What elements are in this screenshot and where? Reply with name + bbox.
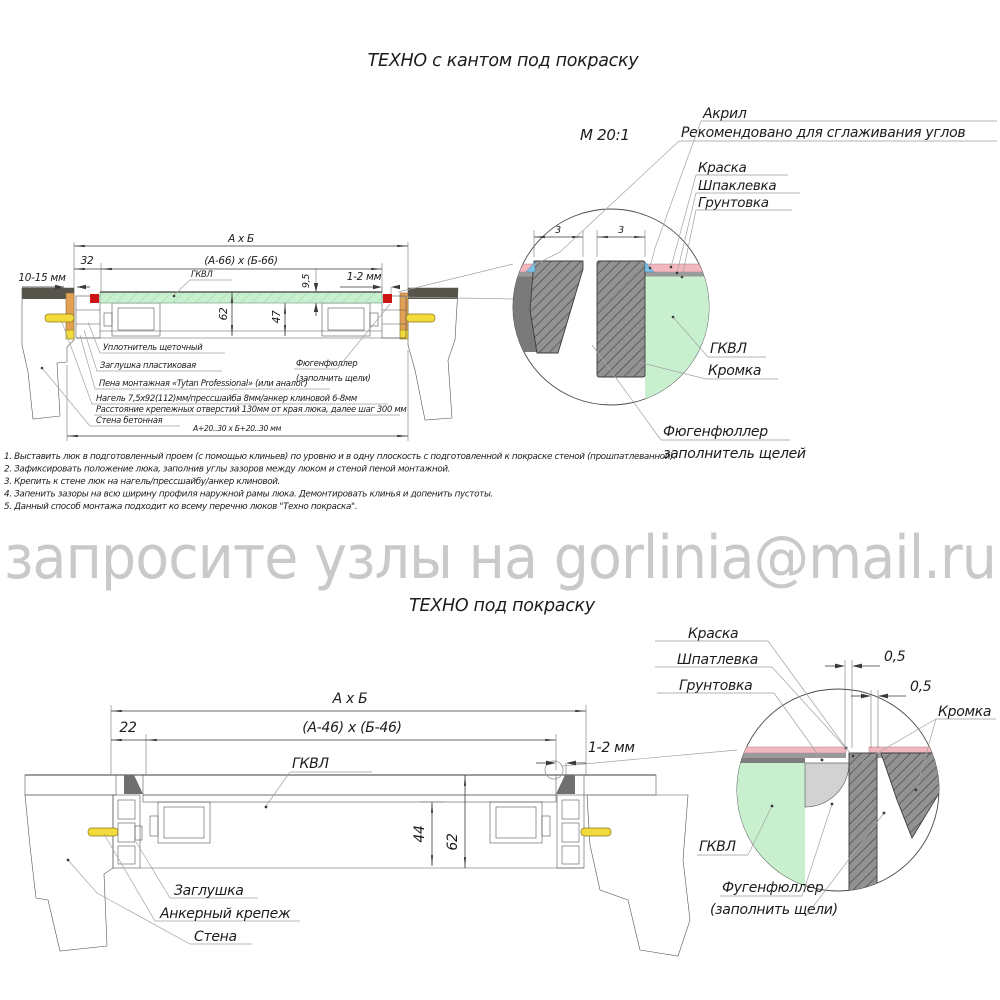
dim-44-text: 44 <box>412 825 428 843</box>
batten-left <box>66 293 74 331</box>
gkvl-upper-text: ГКВЛ <box>191 269 213 279</box>
callout-primer: Грунтовка <box>698 195 769 211</box>
lcallout-putty: Шпатлевка <box>677 652 759 668</box>
seal-left <box>90 294 99 303</box>
label-nagel: Нагель 7,5х92(112)мм/прессшайба 8мм/анкер клиновой 6-8мм <box>96 393 357 403</box>
dim-inner-opening <box>74 255 382 292</box>
note-2: 2. Зафиксировать положение люка, заполнив углы зазоров между люком и стеной пеной монтажной. <box>4 464 451 475</box>
batten-right <box>400 293 408 331</box>
dim-22-text: 22 <box>119 720 137 736</box>
anchor-right-lower <box>581 828 611 836</box>
leader-labels-lower <box>67 834 300 945</box>
lcallout-edge: Кромка <box>938 704 992 720</box>
dim-gap-text: 1-2 мм <box>346 271 382 283</box>
label-spacing: Расстояние крепежных отверстий 130мм от края люка, далее шаг 300 мм <box>96 404 407 414</box>
label-foam: Пена монтажная «Tytan Professional» (или аналог) <box>99 378 308 388</box>
seal-right <box>383 294 392 303</box>
dim-3r-text: 3 <box>618 225 624 236</box>
label-fugen-2: (заполнить щели) <box>296 373 371 383</box>
lcallout-fugen-1: Фугенфюллер <box>722 880 824 896</box>
upper-assembly-drawing <box>18 233 515 441</box>
callout-gkvl: ГКВЛ <box>710 341 747 357</box>
wall-left-lower <box>25 795 113 951</box>
gkvl-panel <box>100 292 382 303</box>
callout-putty: Шпаклевка <box>698 178 777 194</box>
dim-inner-lower-text: (А-46) х (Б-46) <box>302 720 402 736</box>
dim-44 <box>412 802 445 866</box>
detail-putty-left <box>512 272 535 277</box>
note-1: 1. Выставить люк в подготовленный проем (с помощью клиньев) по уровню и в одну плоскость с подготовленной к покраске стеной (прошпатлеванной). <box>4 452 676 462</box>
lcallout-primer: Грунтовка <box>679 678 753 694</box>
detail-gkvl-area <box>645 277 711 408</box>
label-wall-lower: Стена <box>194 929 237 945</box>
lcallout-paint: Краска <box>688 626 739 642</box>
label-plug-lower: Заглушка <box>174 883 244 899</box>
ldetail-primer-left <box>737 758 805 763</box>
callout-paint: Краска <box>698 160 747 176</box>
ldetail-paint-left <box>737 747 846 753</box>
detail-lid-profile <box>597 261 645 377</box>
ldetail-gkvl-area <box>737 763 805 893</box>
frame-profile-right-lower <box>557 795 584 868</box>
anchor-left-lower <box>88 828 118 836</box>
leader-labels-upper <box>41 304 407 426</box>
gkvl-lid-panel <box>143 775 556 795</box>
dim-gap-lower-text: 1-2 мм <box>588 740 635 756</box>
dim-thick-text: 9,5 <box>301 273 312 289</box>
gkvl-lower-text: ГКВЛ <box>292 756 329 772</box>
lcallout-fugen-2: (заполнить щели) <box>710 902 838 918</box>
callout-fugen-2: заполнитель щелей <box>663 446 806 462</box>
lower-title: ТЕХНО под покраску <box>409 596 595 616</box>
dim-opening-text: А+20..30 х Б+20..30 мм <box>192 424 282 433</box>
label-gkvl-lower <box>265 756 372 808</box>
ldetail-putty-left <box>737 753 846 758</box>
label-wall-concrete: Стена бетонная <box>96 415 163 425</box>
dim-axb-text: А х Б <box>228 233 254 245</box>
dim-inner-text: (А-66) х (Б-66) <box>204 255 278 267</box>
label-anchor-lower: Анкерный крепеж <box>160 906 291 922</box>
label-fugen-1: Фюгенфюллер <box>296 358 358 368</box>
watermark-text: запросите узлы на gorlinia@mail.ru <box>4 523 996 593</box>
callout-fugen-1: Фюгенфюллер <box>663 424 768 440</box>
ldetail-edge-column <box>849 753 877 893</box>
upper-detail-view <box>512 106 997 462</box>
gkvl-wall-right <box>584 775 656 795</box>
callout-recommend: Рекомендовано для сглаживания углов <box>681 125 966 141</box>
note-3: 3. Крепить к стене люк на нагель/прессшайбу/анкер клиновой. <box>4 477 281 487</box>
wall-right-lower <box>587 795 690 956</box>
gkvl-wall-left <box>25 775 116 795</box>
lower-detail-view <box>655 626 996 918</box>
installation-notes <box>4 452 676 512</box>
dim-edge-gap <box>340 271 400 294</box>
lid-flange <box>143 795 556 802</box>
dim-inner-lower <box>111 720 556 775</box>
callout-edge: Кромка <box>708 363 762 379</box>
lid-profile-right-lower <box>490 802 550 843</box>
lcallout-gkvl: ГКВЛ <box>699 839 736 855</box>
dim-62-text: 62 <box>218 307 230 321</box>
label-seal: Уплотнитель щеточный <box>103 342 203 352</box>
dim-32-text: 32 <box>80 255 94 267</box>
dim-05b-text: 0,5 <box>910 679 932 695</box>
dim-axb-lower-text: А х Б <box>332 691 368 707</box>
upper-title: ТЕХНО с кантом под покраску <box>367 51 639 71</box>
dim-62-lower <box>445 775 465 868</box>
note-5: 5. Данный способ монтажа подходит ко всему перечню люков "Техно покраска". <box>4 502 358 512</box>
lid-profile-left-lower <box>150 802 210 843</box>
detail-scale-label: М 20:1 <box>580 126 630 144</box>
dim-gap-lower <box>536 740 635 775</box>
dim-wall-gap <box>18 272 90 289</box>
wall-right <box>408 288 458 420</box>
dim-47-text: 47 <box>271 310 283 324</box>
dim-62-lower-text: 62 <box>445 833 461 851</box>
callout-acryl: Акрил <box>703 106 747 122</box>
corner-wedge-left <box>124 775 143 794</box>
dim-05a-text: 0,5 <box>884 649 906 665</box>
dim-3l-text: 3 <box>555 225 561 236</box>
dim-wallgap-text: 10-15 мм <box>18 272 66 284</box>
note-4: 4. Запенить зазоры на всю ширину профиля наружной рамы люка. Демонтировать клинья и допенить пустоты. <box>4 489 493 500</box>
label-plug: Заглушка пластиковая <box>100 360 196 370</box>
lower-assembly-drawing <box>25 691 737 956</box>
